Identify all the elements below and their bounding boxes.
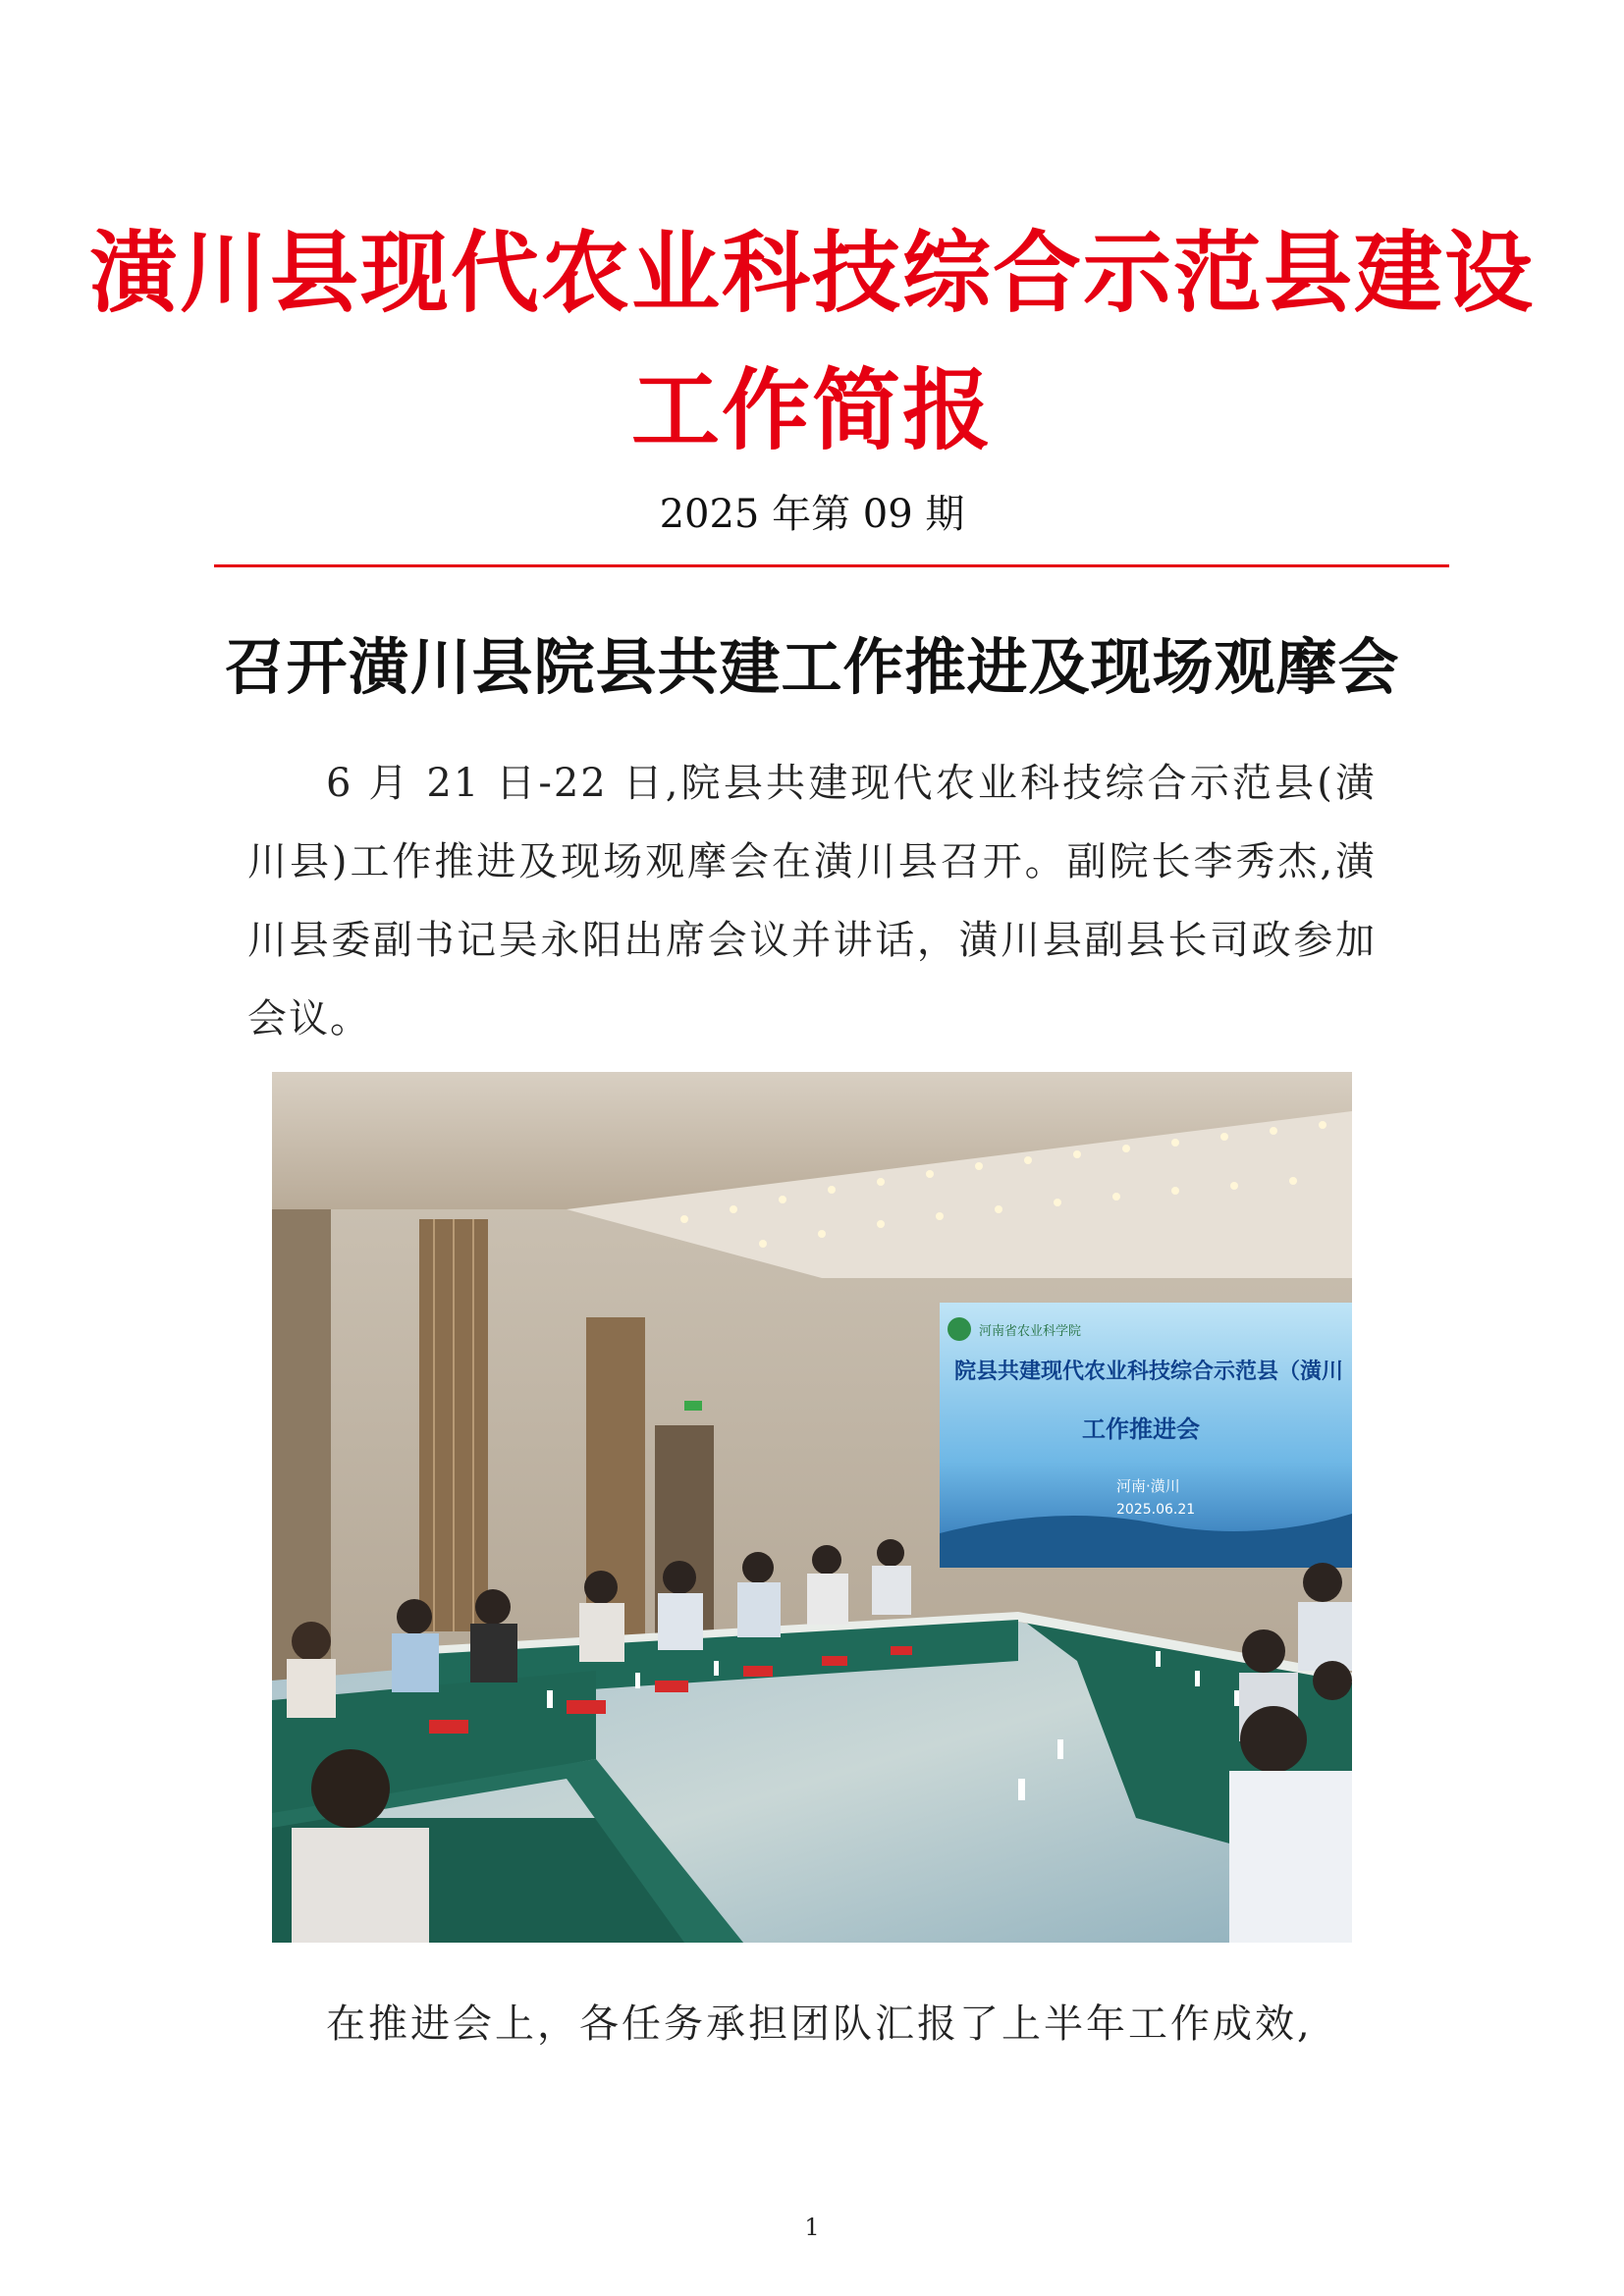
screen-date: 2025.06.21 bbox=[1116, 1502, 1196, 1518]
briefing-title-line-2: 工作简报 bbox=[631, 358, 993, 462]
article-paragraph-2: 在推进会上，各任务承担团队汇报了上半年工作成效, bbox=[326, 2002, 1313, 2047]
meeting-photo bbox=[272, 1072, 1352, 1943]
screen-subtitle: 工作推进会 bbox=[1082, 1415, 1200, 1443]
article-headline: 召开潢川县院县共建工作推进及现场观摩会 bbox=[224, 631, 1400, 703]
screen-title: 院县共建现代农业科技综合示范县（潢川 bbox=[954, 1359, 1344, 1384]
exit-sign-icon bbox=[684, 1401, 702, 1411]
issue-number: 2025 年第 09 期 bbox=[659, 492, 965, 537]
screen-location: 河南·潢川 bbox=[1116, 1477, 1180, 1495]
briefing-title-line-1: 潢川县现代农业科技综合示范县建设 bbox=[89, 221, 1535, 325]
article-paragraph-1: 6 月 21 日-22 日,院县共建现代农业科技综合示范县(潢川县)工作推进及现场观摩会在潢川县召开。副院长李秀杰,潢川县委副书记吴永阳出席会议并讲话，潢川县副县长司政参加会议。 bbox=[247, 761, 1377, 1041]
screen-logo-text: 河南省农业科学院 bbox=[979, 1324, 1082, 1339]
header-divider bbox=[214, 564, 1449, 567]
page-number: 1 bbox=[804, 2214, 820, 2241]
